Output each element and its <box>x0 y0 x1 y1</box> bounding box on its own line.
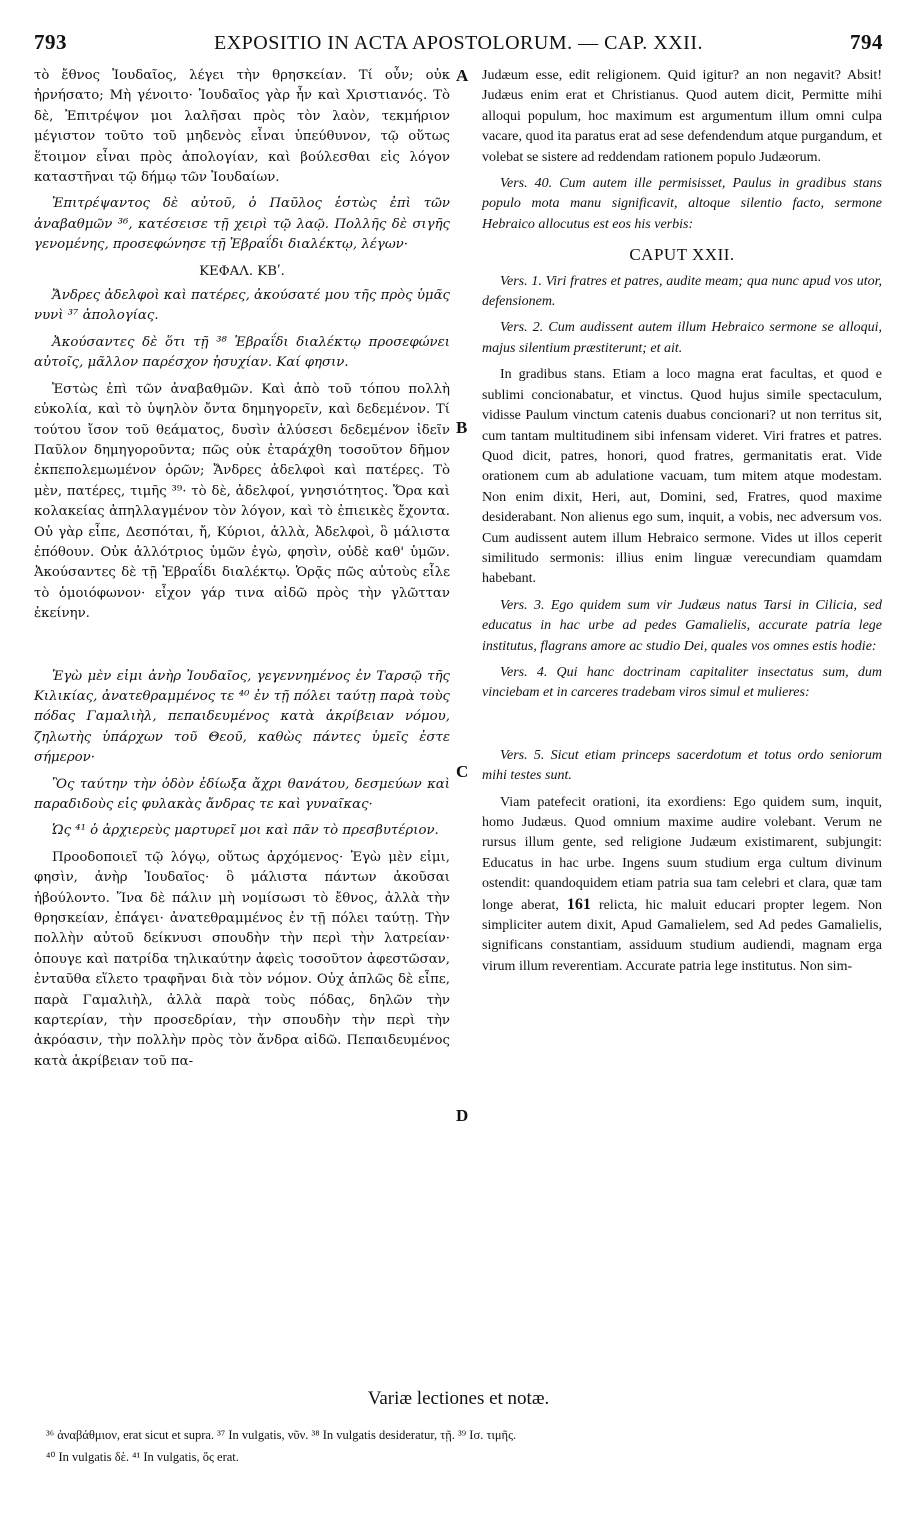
latin-paragraph <box>482 793 882 978</box>
margin-mark-a: A <box>456 66 469 85</box>
running-header <box>34 30 883 62</box>
footnote-line: ⁴⁰ In vulgatis δὲ. ⁴¹ In vulgatis, ὅς erat. <box>46 1450 239 1464</box>
latin-verse: Vers. 1. Viri fratres et patres, audite meam; qua nunc apud vos utor, defensionem. <box>482 273 882 310</box>
greek-column <box>34 66 450 1356</box>
footnotes-title: Variæ lectiones et notæ. <box>367 1388 550 1409</box>
margin-gutter <box>452 66 478 1356</box>
latin-chapter-title: CAPUT XXII. <box>629 245 735 265</box>
footnote-line: ³⁶ ἀναβάθμιον, erat sicut et supra. ³⁷ In vulgatis, νῦν. ³⁸ In vulgatis desideratur, τῇ. ³⁹ Ισ. τιμῆς. <box>46 1428 517 1442</box>
margin-mark-d: D <box>456 1106 469 1125</box>
spacer <box>34 631 450 667</box>
footnotes <box>46 1424 886 1468</box>
latin-text: relicta, hic maluit educari propter legem. Non simpliciter autem dixit, Apud Gamalielem, sed Ad pedes Gamalielis, significans constantiam, assiduum studium audiendi, magnam erga virum illum reverentiam. Accurate patria lege institutus. Non sim- <box>482 897 882 974</box>
two-column-body <box>34 66 883 1356</box>
latin-verse: Vers. 40. Cum autem ille permisisset, Paulus in gradibus stans populo mota manu significavit, altoque silentio facto, sermone Hebraico allocutus est eos his verbis: <box>482 176 882 232</box>
greek-verse: Ἐπιτρέψαντος δὲ αὐτοῦ, ὁ Παῦλος ἑστὼς ἐπὶ τῶν ἀναβαθμῶν ³⁶, κατέσεισε τῇ χειρὶ τῷ λαῷ. Πολλῆς δὲ σιγῆς γενομένης, προσεφώνησε τῇ Ἑβραΐδι διαλέκτῳ, λέγων· <box>34 196 450 253</box>
latin-verse: Vers. 2. Cum audissent autem illum Hebraico sermone se alloqui, majus silentium præstiterunt; et ait. <box>482 320 882 356</box>
greek-paragraph: Προοδοποιεῖ τῷ λόγῳ, οὕτως ἀρχόμενος· Ἐγὼ μὲν εἰμι, φησὶν, ἀνὴρ Ἰουδαῖος· ὃ μάλιστα πάντων ἀκοῦσαι ἠβούλοντο. Ἵνα δὲ πάλιν μὴ νομίσωσι τὸ ἔθνος, ἀλλὰ τὴν θρησκείαν, ἐπάγει· ἀνατεθραμμένος ἐν τῇ πόλει ταύτῃ. Τὴν πολλὴν αὐτοῦ δείκνυσι σπουδὴν τὴν περὶ τὴν λατρείαν· ὁπουγε καὶ πατρίδα τηλικαύτην ἀφεὶς τοσοῦτον ἀφεστῶσαν, ἐνταῦθα εἵλετο τραφῆναι διὰ τὸν νόμον. Οὐχ ἁπλῶς δὲ εἶπε, παρὰ Γαμαλιὴλ, ἀλλὰ παρὰ τοὺς πόδας, δηλῶν τὴν καρτερίαν, τὴν προσεδρίαν, τὴν σπουδὴν τὴν περὶ τὴν ἀκρόασιν, τὴν πολλὴν πρὸς τὸν ἄνδρα αἰδῶ. Πεπαιδευμένος κατὰ ἀκρίβειαν τοῦ πα- <box>34 849 450 1069</box>
spacer <box>482 710 882 746</box>
margin-mark-c: C <box>456 762 469 781</box>
left-page-number: 793 <box>34 30 67 54</box>
greek-verse: Ὃς ταύτην τὴν ὁδὸν ἐδίωξα ἄχρι θανάτου, δεσμεύων καὶ παραδιδοὺς εἰς φυλακὰς ἄνδρας τε καὶ γυναῖκας· <box>34 776 450 812</box>
page-reference: 161 <box>566 895 591 913</box>
greek-verse: Ὡς ⁴¹ ὁ ἀρχιερεὺς μαρτυρεῖ μοι καὶ πᾶν τὸ πρεσβυτέριον. <box>52 823 439 839</box>
latin-verse: Vers. 3. Ego quidem sum vir Judæus natus Tarsi in Cilicia, sed educatus in hac urbe ad pedes Gamalielis, accurate patria lege institutus, flagrans amore ac studio Dei, quales vos omnes estis hodie: <box>482 597 882 654</box>
greek-verse: Ἄνδρες ἀδελφοὶ καὶ πατέρες, ἀκούσατέ μου τῆς πρὸς ὑμᾶς νυνὶ ³⁷ ἀπολογίας. <box>34 288 450 324</box>
right-page-number: 794 <box>850 30 883 54</box>
latin-text: Viam patefecit orationi, ita exordiens: Ego quidem sum, inquit, homo Judæus. Quod omnium maxime audire volebant. Verum ne rursus illum gente, sed religione Judæum existimarent, subjungit: Educatus in hac urbe. Ingens suum studium erga cultum divinum ostendit: quandoquidem etiam patria sua tam celebri et clara, quæ tam longe aberat, <box>482 794 882 913</box>
greek-chapter-title: ΚΕΦΑΛ. ΚΒʹ. <box>199 263 285 279</box>
greek-paragraph: Ἑστὼς ἐπὶ τῶν ἀναβαθμῶν. Καὶ ἀπὸ τοῦ τόπου πολλὴ εὐκολία, καὶ τὸ ὑψηλὸν ὄντα δημηγορεῖν, καὶ δεδεμένον. Τί τούτου ἴσον τοῦ θεάματος, δυσὶν ἁλύσεσι δεδεμένον ἰδεῖν Παῦλον δημηγοροῦντα; πῶς οὐκ ἐταράχθη τοσοῦτον δῆμον ἐκπεπολεμωμένον ὁρῶν; Ἄνδρες ἀδελφοὶ καὶ πατέρες. Τὸ μὲν, πατέρες, τιμῆς ³⁹· τὸ δὲ, ἀδελφοί, γνησιότητος. Ὅρα καὶ κολακείας ἀπηλλαγμένον τὸν λόγον, καὶ τὸ ἐπιεικὲς ἔχοντα. Οὐ γὰρ εἶπε, Δεσπόται, ἤ, Κύριοι, ἀλλὰ, Ἀδελφοὶ, ὃ μάλιστα ἐπόθουν. Οὐκ ἀλλότριος ὑμῶν ἐγὼ, φησὶν, οὐδὲ καθ' ὑμῶν. Ἀκούσαντες δὲ τῇ Ἑβραΐδι διαλέκτῳ. Ὁρᾷς πῶς αὐτοὺς εἷλε τὸ ὁμοιόφωνον· εἶχον γάρ τινα αἰδῶ πρὸς τὴν γλῶτταν ἐκείνην. <box>34 381 450 622</box>
greek-paragraph: τὸ ἔθνος Ἰουδαῖος, λέγει τὴν θρησκείαν. Τί οὖν; οὐκ ἠρνήσατο; Μὴ γένοιτο· Ἰουδαῖος γὰρ ἦν καὶ Χριστιανός. Τὸ δὲ, Ἐπιτρέψον μοι λαλῆσαι πρὸς τὸν λαὸν, τεκμήριον μέγιστον τοῦτο τοῦ μηδενὸς εἶναι ὑπεύθυνον, τῷ οὕτως ἕτοιμον εἶναι πρὸς ἀπολογίαν, καὶ βούλεσθαι εἰς λόγον καταστῆναι τῷ δήμῳ τῶν Ἰουδαίων. <box>34 68 450 186</box>
greek-verse: Ἀκούσαντες δὲ ὅτι τῇ ³⁸ Ἑβραΐδι διαλέκτῳ προσεφώνει αὐτοῖς, μᾶλλον παρέσχον ἡσυχίαν. Καί φησιν. <box>34 334 450 371</box>
margin-mark-b: B <box>456 418 468 437</box>
latin-verse: Vers. 4. Qui hanc doctrinam capitaliter insectatus sum, dum vinciebam et in carceres tradebam viros simul et mulieres: <box>482 664 882 701</box>
latin-column <box>482 66 882 1356</box>
running-title: EXPOSITIO IN ACTA APOSTOLORUM. — CAP. XXII. <box>213 32 704 54</box>
greek-verse: Ἐγὼ μὲν εἰμι ἀνὴρ Ἰουδαῖος, γεγεννημένος ἐν Ταρσῷ τῆς Κιλικίας, ἀνατεθραμμένος τε ⁴⁰ ἐν τῇ πόλει ταύτῃ παρὰ τοὺς πόδας Γαμαλιὴλ, πεπαιδευμένος κατὰ ἀκρίβειαν νόμου, ζηλωτὴς ὑπάρχων τοῦ Θεοῦ, καθὼς πάντες ὑμεῖς ἐστε σήμερον· <box>34 668 450 766</box>
latin-paragraph: Judæum esse, edit religionem. Quid igitur? an non negavit? Absit! Judæus enim erat et Christianus. Quod autem dicit, Permitte mihi alloqui populum, hoc maximum est argumentum illum omni culpa vacare, quod ita paratus erat ad sese defendendum atque purgandum, et volebat se sistere ad reddendam rationem populo Judæorum. <box>482 68 882 165</box>
latin-verse: Vers. 5. Sicut etiam princeps sacerdotum et totus ordo seniorum mihi testes sunt. <box>482 747 882 784</box>
latin-paragraph: In gradibus stans. Etiam a loco magna erat facultas, et quod e sublimi concionabatur, et vinctus. Quod hujus simile spectaculum, vidisse Paulum vinctum catenis duabus concionari? ut non territus sit, cum tantam multitudinem sibi infensam videret. Viri fratres et patres. Quod dicit, patres, honori, quod fratres, germanitatis erat. Vide orationem cum ab adulatione vacuam, tum mitem atque modestam. Non enim dixit, Heri, aut, Domini, sed, Fratres, quod maxime desiderabant. Non alienus ego sum, inquit, a vobis, nec adversum vos. Cum audissent autem illum Hebraico sermone. Vides ut illos ceperit similitudo sermonis: illius enim linguæ verecundiam quamdam habebant. <box>482 367 882 587</box>
